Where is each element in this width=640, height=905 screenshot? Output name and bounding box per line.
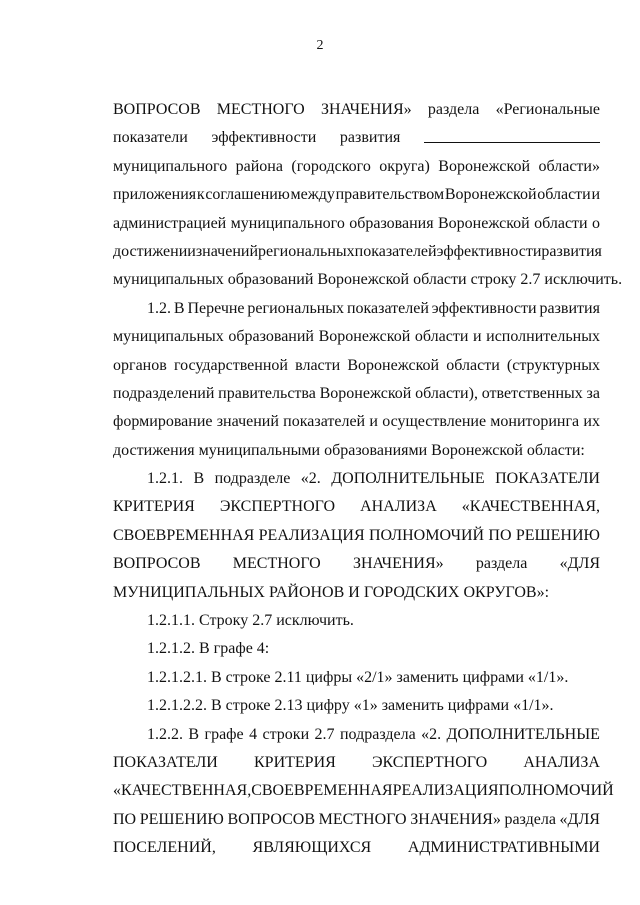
word: (структурных (506, 356, 600, 374)
word: образования (349, 214, 434, 232)
word: Перечне (187, 299, 245, 317)
text-line: муниципальных образований Воронежской области строку 2.7 исключить. (113, 271, 623, 289)
word: развития (539, 299, 600, 317)
word: правительством (335, 186, 445, 204)
word: и (591, 186, 600, 204)
word: муниципального (113, 157, 228, 175)
word: «2. (300, 470, 321, 488)
word: АДМИНИСТРАТИВНЫМИ (407, 839, 600, 857)
word: Воронежской (444, 186, 537, 204)
text-line (113, 128, 600, 156)
word: СВОЕВРЕМЕННАЯ (113, 526, 255, 544)
word: РЕАЛИЗАЦИЯ (392, 782, 499, 800)
text-line (113, 356, 600, 384)
word: их (583, 413, 600, 431)
list-item: 1.2.1.1. Строку 2.7 исключить. (147, 612, 354, 630)
word: формирование (113, 413, 213, 431)
word: СВОЕВРЕМЕННАЯ (251, 782, 393, 800)
word: 1.2.1. (147, 470, 183, 488)
text-line (113, 214, 600, 242)
word: ответственных (481, 384, 583, 402)
word: АНАЛИЗА (360, 498, 437, 516)
paragraph-first-line (113, 299, 600, 327)
text-line (113, 157, 600, 185)
word: ВОПРОСОВ (113, 101, 201, 118)
word: Воронежской (318, 328, 411, 346)
word: 4 (249, 725, 258, 743)
word: «КАЧЕСТВЕННАЯ, (113, 782, 252, 800)
word: раздела (504, 810, 556, 828)
word: между (290, 186, 335, 204)
word: эффективности (211, 129, 317, 147)
word: региональных (247, 299, 345, 317)
word: района (235, 157, 283, 175)
word: В (173, 299, 185, 317)
word: РЕШЕНИЮ (515, 526, 600, 544)
word: подразделений (113, 384, 215, 402)
word: муниципального (230, 214, 345, 232)
text-line: МУНИЦИПАЛЬНЫХ РАЙОНОВ И ГОРОДСКИХ ОКРУГОВ»: (113, 583, 550, 601)
word: ЗНАЧЕНИЯ» (320, 101, 412, 118)
word: развития (339, 129, 401, 147)
word: показателей (283, 413, 366, 431)
word: ДОПОЛНИТЕЛЬНЫЕ (331, 470, 485, 488)
word: образований (228, 328, 314, 346)
word: области (537, 186, 591, 204)
word: РЕШЕНИЮ (139, 810, 224, 828)
text-line (113, 412, 600, 440)
word: к (196, 186, 205, 204)
word: «ДЛЯ (559, 555, 600, 573)
word: Воронежской (347, 356, 440, 374)
word: «2. (421, 725, 442, 743)
text-line (113, 497, 600, 525)
word: правительства (218, 384, 316, 402)
word: ЗНАЧЕНИЯ» (410, 810, 501, 828)
text-line (113, 781, 614, 809)
word: области» (538, 157, 600, 175)
word: за (586, 384, 600, 402)
text-line (113, 753, 600, 781)
document-body (113, 100, 623, 867)
word: ЭКСПЕРТНОГО (219, 498, 336, 516)
word: раздела (427, 101, 480, 118)
word: ВОПРОСОВ (227, 810, 315, 828)
word: 1.2.2. (147, 725, 183, 743)
word: муниципальных (113, 328, 224, 346)
text-line: достижения муниципальными образованиями Воронежской области: (113, 441, 585, 459)
page-number: 2 (316, 38, 324, 53)
word: показатели (113, 129, 188, 147)
word: МЕСТНОГО (216, 101, 305, 118)
text-line (113, 838, 600, 866)
word: «КАЧЕСТВЕННАЯ, (461, 498, 600, 516)
word: ПОКАЗАТЕЛИ (113, 753, 218, 771)
text-line (113, 100, 600, 128)
word: значений (195, 242, 259, 260)
text-line (113, 384, 600, 412)
word: исполнительных (486, 328, 600, 346)
word: эффективности (431, 299, 537, 317)
word: ПО (488, 526, 512, 544)
word: ПОЛНОМОЧИЙ (368, 526, 485, 544)
word: ПОСЕЛЕНИЙ, (113, 839, 216, 857)
word: значений (216, 413, 279, 431)
word: 2.7 (314, 725, 335, 743)
word: МЕСТНОГО (232, 555, 321, 573)
word: области (534, 214, 588, 232)
word: подразделе (214, 470, 291, 488)
blank-fill-line (424, 128, 600, 143)
word: раздела (475, 555, 528, 573)
word: ДОПОЛНИТЕЛЬНЫЕ (446, 725, 600, 743)
word: соглашению (205, 186, 290, 204)
word: показателей (346, 299, 429, 317)
word: АНАЛИЗА (523, 753, 600, 771)
word: подраздела (339, 725, 416, 743)
word: строки (262, 725, 310, 743)
word: графе (204, 725, 244, 743)
paragraph-first-line (113, 725, 600, 753)
word: приложения (113, 186, 197, 204)
word: ВОПРОСОВ (113, 555, 201, 573)
word: достижении (113, 242, 196, 260)
text-line (113, 810, 600, 838)
text-line (113, 526, 600, 554)
word: области (414, 328, 469, 346)
word: эффективности (436, 242, 542, 260)
word: органов (113, 356, 167, 374)
word: и (472, 328, 482, 346)
word: «Региональные (495, 101, 600, 118)
word: «ДЛЯ (559, 810, 600, 828)
word: осуществление (382, 413, 487, 431)
word: и (369, 413, 378, 431)
word: Воронежской (319, 384, 412, 402)
paragraph-first-line (113, 469, 600, 497)
word: МЕСТНОГО (318, 810, 407, 828)
text-line (113, 242, 600, 270)
word: мониторинга (490, 413, 580, 431)
word: (городского (291, 157, 371, 175)
word: ПОКАЗАТЕЛИ (495, 470, 600, 488)
text-line (113, 327, 600, 355)
word: области), (415, 384, 478, 402)
word: о (592, 214, 600, 232)
list-item: 1.2.1.2.2. В строке 2.13 цифру «1» заменить цифрами «1/1». (147, 697, 554, 715)
word: Воронежской (438, 214, 530, 232)
word: КРИТЕРИЯ (113, 498, 195, 516)
word: 1.2. (147, 299, 171, 317)
word: РЕАЛИЗАЦИЯ (258, 526, 365, 544)
word: региональных (258, 242, 355, 260)
word: ЯВЛЯЮЩИХСЯ (252, 839, 372, 857)
word: администрацией (113, 214, 227, 232)
word: показателей (354, 242, 437, 260)
word: округа) (379, 157, 430, 175)
word: ЗНАЧЕНИЯ» (352, 555, 444, 573)
word: В (188, 725, 200, 743)
word: ПОЛНОМОЧИЙ (498, 782, 614, 800)
text-line (113, 554, 600, 582)
word: власти (295, 356, 341, 374)
word: ЭКСПЕРТНОГО (371, 753, 488, 771)
word: развития (541, 242, 602, 260)
word: КРИТЕРИЯ (254, 753, 336, 771)
word: Воронежской (438, 157, 531, 175)
text-line (113, 185, 600, 213)
list-item: 1.2.1.2. В графе 4: (147, 640, 270, 658)
word: В (193, 470, 205, 488)
word: ПО (113, 810, 137, 828)
word: области (446, 356, 500, 374)
word: государственной (173, 356, 288, 374)
list-item: 1.2.1.2.1. В строке 2.11 цифры «2/1» заменить цифрами «1/1». (147, 668, 569, 686)
